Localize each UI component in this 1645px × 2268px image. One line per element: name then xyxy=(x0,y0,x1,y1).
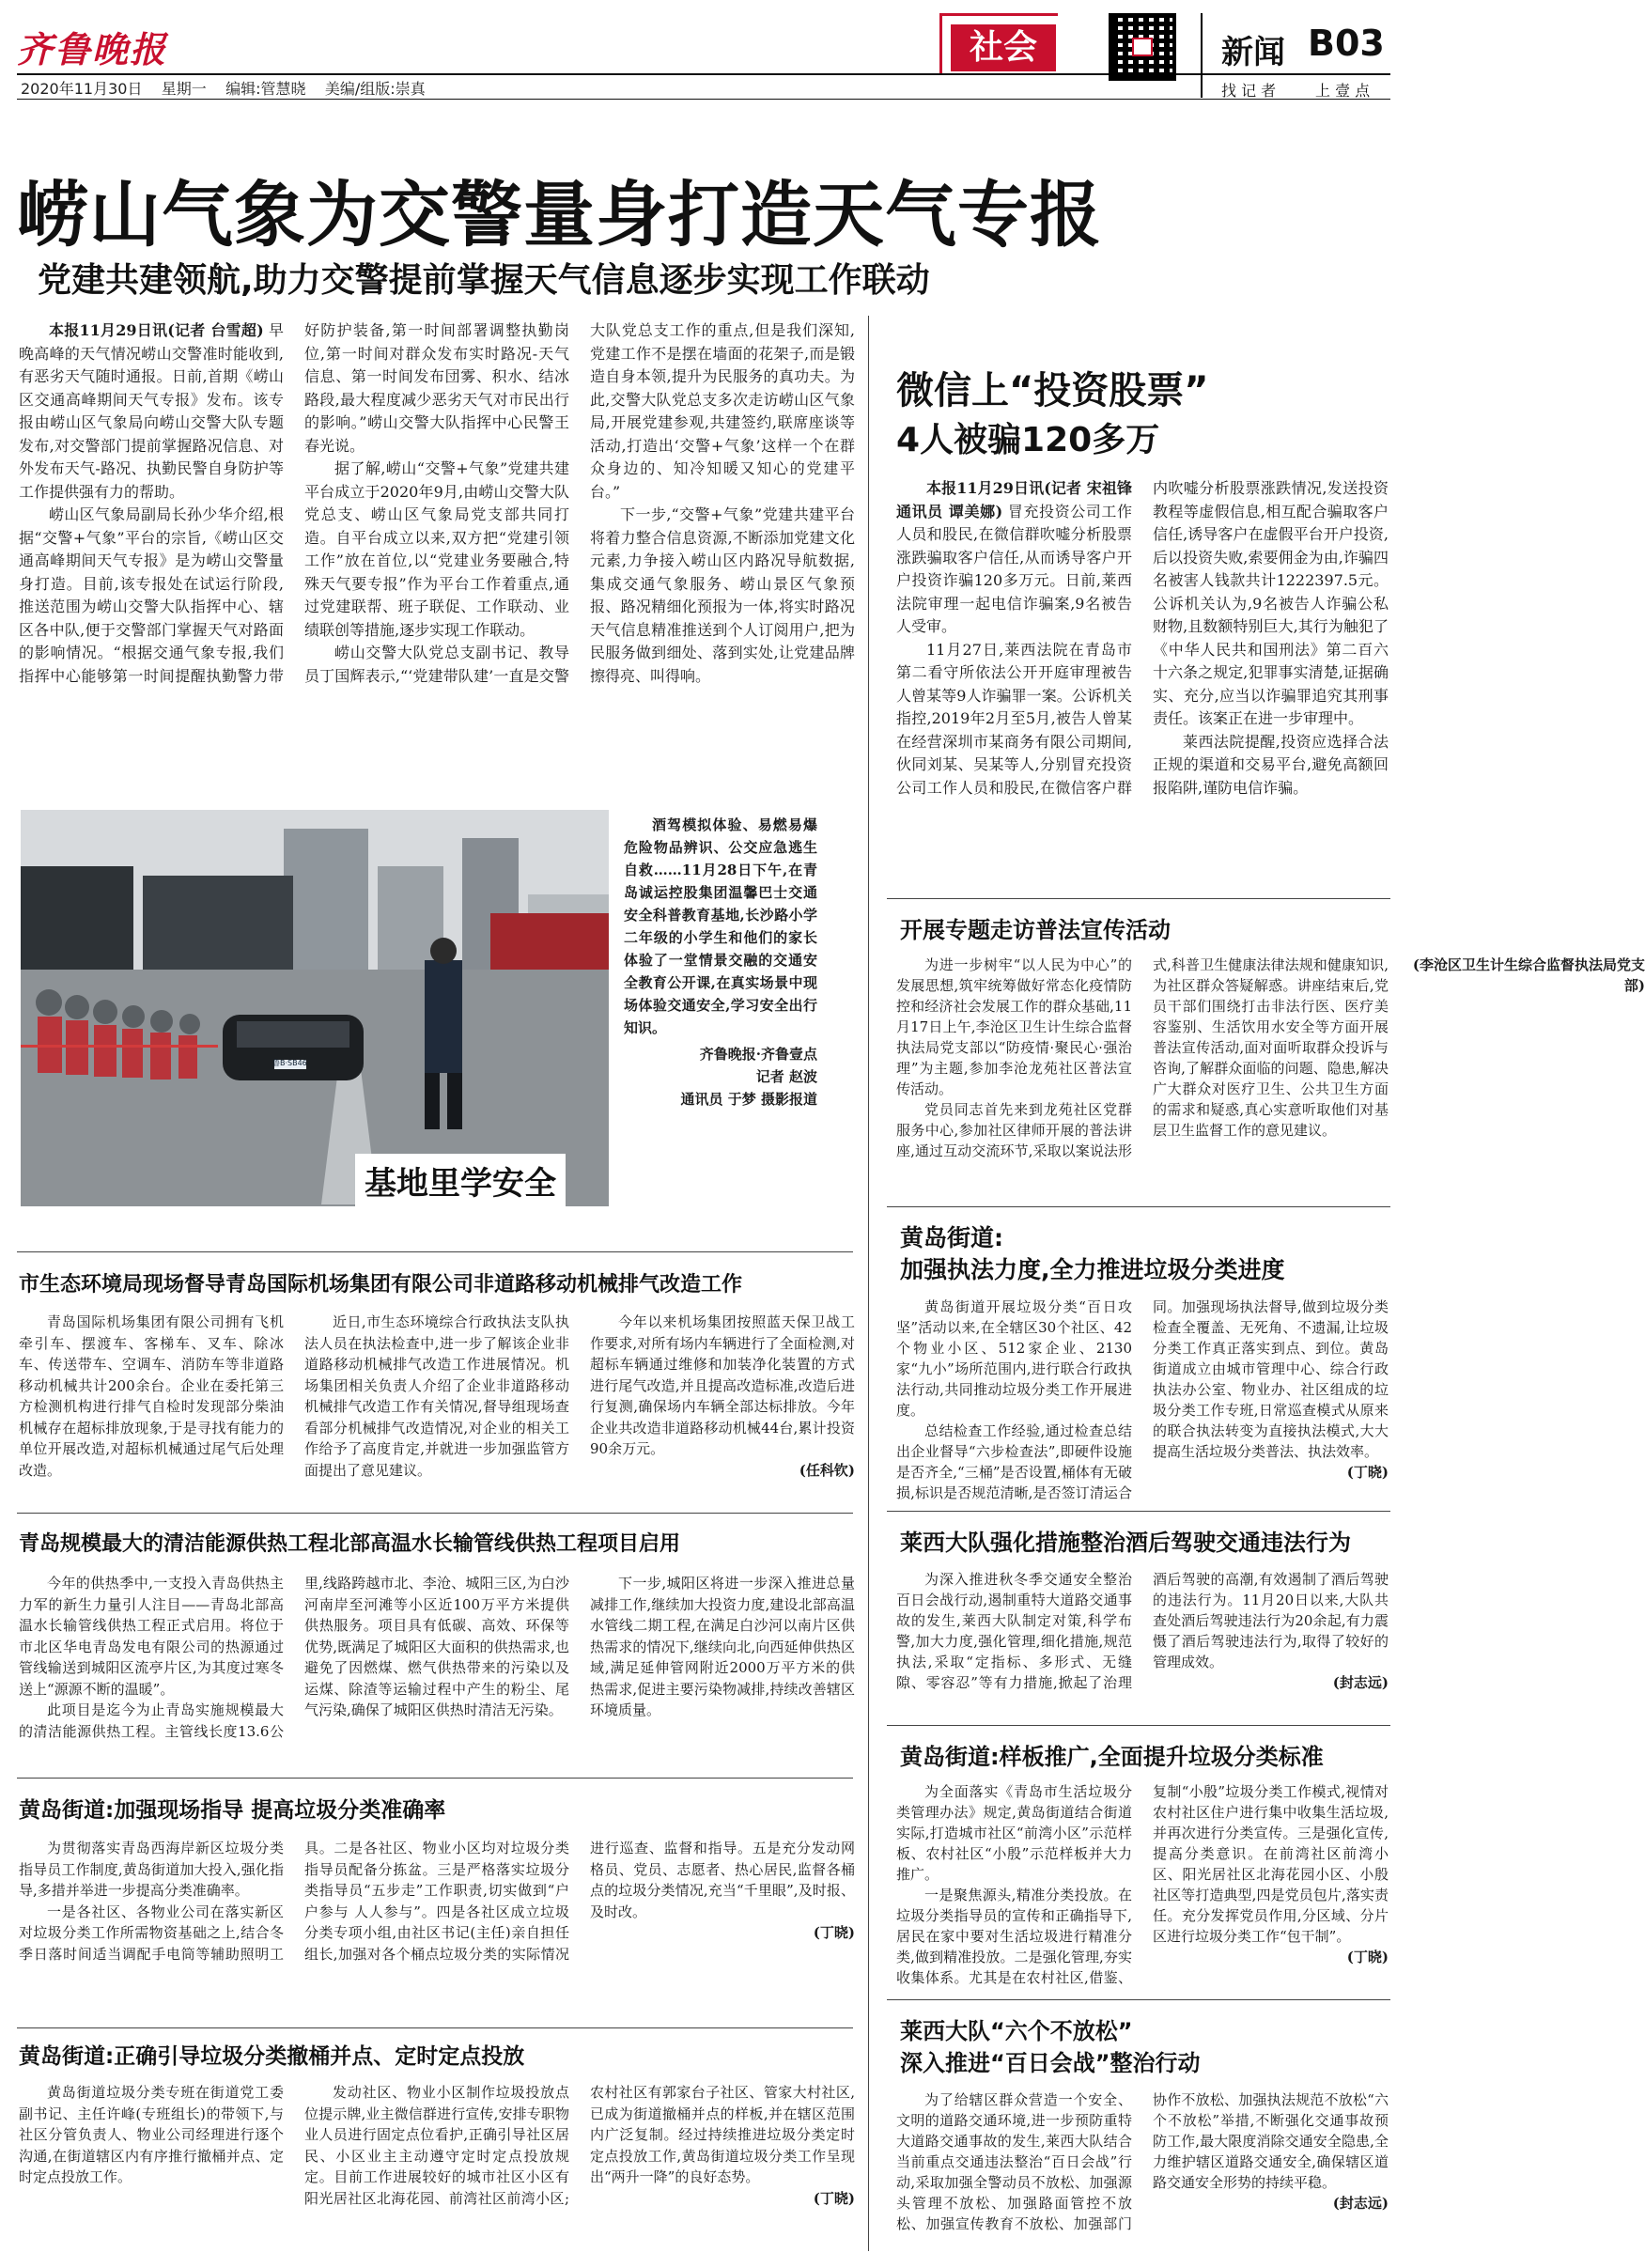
news-photo xyxy=(21,810,609,1206)
qr-center xyxy=(1132,38,1153,56)
lead-byline: 本报11月29日讯(记者 台雪超) xyxy=(49,321,264,339)
airport-paragraph-3: 今年以来机场集团按照蓝天保卫战工作要求,对所有场内车辆进行了全面检测,对超标车辆通过维修和加装净化装置的方式进行尾气改造,并且提高改造标准,改造后进行复测,确保场内车辆全部达标排放。今年企业共改造非道路移动机械44台,累计投资90余万元。 xyxy=(590,1313,855,1457)
huangdao3-paragraph-2: 一是各社区、各物业公司在落实新区对垃圾分类工作所需物资基础之上,结合冬季日落时间适当调配手电筒等辅助照明工具。二是各社区、物业小区均对垃圾分类指导员配备分拣盆。三是严格落实垃圾分类指导员“五步走”工作职责,切实做到“户户参与 人人参与”。四是各社区成立垃圾分类专项小组,由社区书记(主任)亲自担任组长,加强对各个桶点垃圾分类的实际情况进行巡查、监督和指导。五是充分发动网格员、党员、志愿者、热心居民,监督各桶点的垃圾分类情况,充当“千里眼”,及时报、及时改。 xyxy=(19,1840,855,1963)
huangdao1-headline-2: 加强执法力度,全力推进垃圾分类进度 xyxy=(900,1256,1285,1283)
divider-huangdao3 xyxy=(17,1778,853,1779)
law-headline: 开展专题走访普法宣传活动 xyxy=(900,917,1171,943)
laixi2-headline-2: 深入推进“百日会战”整治行动 xyxy=(900,2050,1201,2076)
huangdao4-body xyxy=(19,2082,855,2255)
airport-body xyxy=(19,1312,855,1499)
right-column-divider xyxy=(868,316,869,2251)
wechat-paragraph-2: 11月27日,莱西法院在青岛市第二看守所依法公开开庭审理被告人曾某等9人诈骗罪一案。公诉机关指控,2019年2月至5月,被告人曾某在经营深圳市某商务有限公司期间,伙同刘某、吴某等人,分别冒充投资公司工作人员和股民,在微信客户群内吹嘘分析股票涨跌情况,发送投资教程等虚假信息,相互配合骗取客户信任,诱导客户在虚假平台开户投资,后以投资失败,索要佣金为由,诈骗四名被害人钱款共计1222397.5元。公诉机关认为,9名被告人诈骗公私财物,且数额特别巨大,其行为触犯了《中华人民共和国刑法》第二百六十六条之规定,犯罪事实清楚,证据确实、充分,应当以诈骗罪追究其刑事责任。该案正在进一步审理中。 xyxy=(896,479,1389,797)
slogan-right: 上 壹 点 xyxy=(1315,82,1371,100)
huangdao3-headline: 黄岛街道:加强现场指导 提高垃圾分类准确率 xyxy=(19,1798,446,1823)
divider-huangdao2 xyxy=(887,1725,1390,1726)
photo-caption-title: 基地里学安全 xyxy=(355,1154,566,1207)
law-paragraph-1: 为进一步树牢“以人民为中心”的发展思想,筑牢统筹做好常态化疫情防控和经济社会发展工作的群众基础,11月17日上午,李沧区卫生计生综合监督执法局党支部以“防疫情·聚民心·强治理”为主题,参加李沧龙苑社区普法宣传活动。 xyxy=(896,956,1132,1097)
newspaper-logo: 齐鲁晚报 xyxy=(17,28,168,70)
lead-body xyxy=(19,319,855,733)
photo-caption xyxy=(624,814,817,1208)
divider-huangdao4 xyxy=(17,2027,853,2028)
heating-body xyxy=(19,1573,855,1779)
designer: 美编/组版:崇真 xyxy=(324,80,426,98)
lead-subheadline: 党建共建领航,助力交警提前掌握天气信息逐步实现工作联动 xyxy=(38,261,930,300)
laixi2-signature: (封志远) xyxy=(1332,2195,1389,2212)
photo-credit-2: 记者 赵波 xyxy=(755,1068,817,1085)
lead-paragraph-5: 下一步,“交警+气象”党建共建平台将着力整合信息资源,不断添加党建文化元素,力争接入崂山区内路况导航数据,集成交通气象服务、崂山景区气象预报、路况精细化预报为一体,将实时路况天气信息精准推送到个人订阅用户,把为民服务做到细处、落到实处,让党建品牌擦得亮、叫得响。 xyxy=(590,505,855,685)
photo-credit-3: 通讯员 于梦 摄影报道 xyxy=(680,1091,817,1108)
huangdao2-signature: (丁晓) xyxy=(1346,1949,1389,1965)
airport-paragraph-1: 青岛国际机场集团有限公司拥有飞机牵引车、摆渡车、客梯车、叉车、除冰车、传送带车、空调车、消防车等非道路移动机械共计200余台。企业在委托第三方检测机构进行排气自检时发现部分柴油机械存在超标排放现象,于是寻找有能力的单位开展改造,对超标机械通过尾气后处理改造。 xyxy=(19,1313,284,1479)
divider-laixi1 xyxy=(887,1511,1390,1512)
huangdao2-headline: 黄岛街道:样板推广,全面提升垃圾分类标准 xyxy=(900,1744,1324,1770)
laixi2-body xyxy=(896,2089,1389,2249)
huangdao3-body xyxy=(19,1838,855,2026)
laixi1-paragraph-1: 为深入推进秋冬季交通安全整治百日会战行动,遏制重特大道路交通事故的发生,莱西大队制定对策,科学布警,加大力度,强化管理,细化措施,规范执法,采取“定指标、多形式、无缝隙、零容忍”等有力措施,掀起了治理酒后驾驶的高潮,有效遏制了酒后驾驶的违法行为。11月20日以来,大队共查处酒后驾驶违法行为20余起,有力震慑了酒后驾驶违法行为,取得了较好的管理成效。 xyxy=(896,1571,1389,1691)
section-name: 新闻 xyxy=(1221,34,1285,71)
huangdao1-signature: (丁晓) xyxy=(1346,1464,1389,1481)
huangdao3-paragraph-1: 为贯彻落实青岛西海岸新区垃圾分类指导员工作制度,黄岛街道加大投入,强化指导,多措并举进一步提高分类准确率。 xyxy=(19,1840,284,1899)
heating-headline: 青岛规模最大的清洁能源供热工程北部高温水长输管线供热工程项目启用 xyxy=(19,1532,681,1556)
huangdao2-paragraph-1: 为全面落实《青岛市生活垃圾分类管理办法》规定,黄岛街道结合街道实际,打造城市社区“前湾小区”示范样板、农村社区“小殷”示范样板并大力推广。 xyxy=(896,1783,1132,1883)
header-divider xyxy=(1201,13,1203,98)
issue-weekday: 星期一 xyxy=(161,80,207,98)
lead-paragraph-2: 崂山区气象局副局长孙少华介绍,根据“交警+气象”平台的宗旨,《崂山区交通高峰期间天气专报》是为崂山交警量身打造。目前,该专报处在试运行阶段,推送范围为崂山交警大队指挥中心、辖区各中队,便于交警部门掌握天气对路面的影响情况。“根据交通气象专报,我们指挥中心能够第一时间提醒执勤警力带好防护装备,第一时间部署调整执勤岗位,第一时间对群众发布实时路况-天气信息、第一时间发布団雾、积水、结冰路段,最大程度减少恶劣天气对市民出行的影响。”崂山交警大队指挥中心民警王春光说。 xyxy=(19,321,569,685)
wechat-byline: 本报11月29日讯(记者 宋祖锋 通讯员 谭美娜) xyxy=(896,479,1132,520)
laixi2-paragraph-1: 为了给辖区群众营造一个安全、文明的道路交通环境,进一步预防重特大道路交通事故的发生,莱西大队结合当前重点交通违法整治“百日会战”行动,采取加强全警动员不放松、加强源头管理不放松、加强路面管控不放松、加强宣传教育不放松、加强部门协作不放松、加强执法规范不放松“六个不放松”举措,不断强化交通事故预防工作,最大限度消除交通安全隐患,全力维护辖区道路交通安全,确保辖区道路交通安全形势的持续平稳。 xyxy=(896,2091,1389,2232)
masthead-rule xyxy=(17,73,1390,75)
photo-scene xyxy=(21,810,609,1206)
masthead-rule-bottom xyxy=(17,99,1390,100)
wechat-paragraph-1: 冒充投资公司工作人员和股民,在微信群吹嘘分析股票涨跌骗取客户信任,从而诱导客户开户投资诈骗120多万元。日前,莱西法院审理一起电信诈骗案,9名被告人受审。 xyxy=(896,502,1132,635)
slogan-left: 找 记 者 xyxy=(1221,82,1277,100)
huangdao2-paragraph-2: 一是聚焦源头,精准分类投放。在垃圾分类指导员的宣传和正确指导下,居民在家中要对生活垃圾进行精准分类,做到精准投放。二是强化管理,夯实收集体系。尤其是在农村社区,借鉴、复制“小殷”垃圾分类工作模式,视情对农村社区住户进行集中收集生活垃圾,并再次进行分类宣传。三是强化宣传,提高分类意识。在前湾社区前湾小区、阳光居社区北海花园小区、小殷社区等打造典型,四是党员包片,落实责任。充分发挥党员作用,分区域、分片区进行垃圾分类工作“包干制”。 xyxy=(896,1783,1389,1986)
heating-paragraph-1: 今年的供热季中,一支投入青岛供热主力军的新生力量引人注目——青岛北部高温水长输管线供热工程正式启用。将位于市北区华电青岛发电有限公司的热源通过管线输送到城阳区流亭片区,为其度过寒冬送上“源源不断的温暖”。 xyxy=(19,1575,284,1698)
divider-laixi2 xyxy=(887,1999,1390,2000)
huangdao1-headline-1: 黄岛街道: xyxy=(900,1224,1003,1251)
law-signature: (李沧区卫生计生综合监督执法局党支部) xyxy=(1412,956,1645,994)
airport-signature: (任科钦) xyxy=(799,1461,855,1479)
wechat-paragraph-3: 莱西法院提醒,投资应选择合法正规的渠道和交易平台,避免高额回报陷阱,谨防电信诈骗。 xyxy=(1153,732,1389,797)
airport-paragraph-2: 近日,市生态环境综合行政执法支队执法人员在执法检查中,进一步了解该企业非道路移动机械排气改造工作进展情况。机场集团相关负责人介绍了企业非道路移动机械排气改造工作有关情况,督导组现场查看部分机械排气改造情况,对企业的相关工作给予了高度肯定,并就进一步加强监管方面提出了意见建议。 xyxy=(304,1313,569,1479)
laixi1-signature: (封志远) xyxy=(1332,1674,1389,1691)
huangdao1-paragraph-2: 总结检查工作经验,通过检查总结出企业督导“六步检查法”,即硬件设施是否齐全,“三桶”是否设置,桶体有无破损,标识是否规范清晰,是否签订清运合同。加强现场执法督导,做到垃圾分类检查全覆盖、无死角、不遗漏,让垃圾分类工作真正落实到点、到位。黄岛街道成立由城市管理中心、综合行政执法办公室、物业办、社区组成的垃圾分类工作专班,日常巡查模式从原来的联合执法转变为直接执法模式,大大提高生活垃圾分类普法、执法效率。 xyxy=(896,1298,1389,1501)
photo-credit-1: 齐鲁晚报·齐鲁壹点 xyxy=(699,1046,817,1063)
editor: 编辑:管慧晓 xyxy=(225,80,306,98)
divider-heating xyxy=(17,1513,853,1514)
lead-paragraph-3: 据了解,崂山“交警+气象”党建共建平台成立于2020年9月,由崂山交警大队党总支、崂山区气象局党支部共同打造。自平台成立以来,双方把“党建引领工作”放在首位,以“党建业务要融合,特殊天气要专报”作为平台工作着重点,通过党建联帮、班子联促、工作联动、业绩联创等措施,逐步实现工作联动。 xyxy=(304,459,569,639)
huangdao1-paragraph-1: 黄岛街道开展垃圾分类“百日攻坚”活动以来,在全辖区30个社区、42个物业小区、512家企业、2130家“九小”场所范围内,进行联合行政执法行动,共同推动垃圾分类工作开展进度。 xyxy=(896,1298,1132,1419)
wechat-headline-2: 4人被骗120多万 xyxy=(896,421,1160,459)
wechat-headline-1: 微信上“投资股票” xyxy=(896,369,1209,412)
laixi1-body xyxy=(896,1569,1389,1719)
section-tag: 社会 xyxy=(951,24,1056,71)
huangdao1-body xyxy=(896,1297,1389,1503)
heating-paragraph-3: 下一步,城阳区将进一步深入推进总量减排工作,继续加大投资力度,建设北部高温水管线二期工程,在满足白沙河以南片区供热需求的情况下,继续向北,向西延伸供热区域,满足延伸管网附近2000万平方米的供热需求,促进主要污染物减排,持续改善辖区环境质量。 xyxy=(590,1575,855,1718)
huangdao4-paragraph-1: 黄岛街道垃圾分类专班在街道党工委副书记、主任许峰(专班组长)的带领下,与社区分管负责人、物业公司经理进行逐个沟通,在街道辖区内有序推行撤桶并点、定时定点投放工作。 xyxy=(19,2084,284,2185)
huangdao2-body xyxy=(896,1781,1389,1988)
car-plate: 鲁B·SB46 xyxy=(272,1059,307,1067)
lead-paragraph-4: 崂山交警大队党总支副书记、教导员丁国辉表示,“‘党建带队建’一直是交警大队党总支工作的重点,但是我们深知,党建工作不是摆在墙面的花架子,而是锻造自身本领,提升为民服务的真功夫。为此,交警大队党总支多次走访崂山区气象局,开展党建参观,共建签约,联席座谈等活动,打造出‘交警+气象’这样一个在群众身边的、知冷知暖又知心的党建平台。” xyxy=(304,321,855,685)
huangdao3-signature: (丁晓) xyxy=(813,1924,855,1941)
airport-headline: 市生态环境局现场督导青岛国际机场集团有限公司非道路移动机械排气改造工作 xyxy=(19,1273,743,1297)
law-paragraph-2: 党员同志首先来到龙苑社区党群服务中心,参加社区律师开展的普法讲座,通过互动交流环节,采取以案说法形式,科普卫生健康法律法规和健康知识,为社区群众答疑解惑。讲座结束后,党员干部们围绕打击非法行医、医疗美容鉴别、生活饮用水安全等方面开展普法宣传活动,面对面听取群众投诉与咨询,了解群众面临的问题、隐患,解决广大群众对医疗卫生、公共卫生方面的需求和疑惑,真心实意听取他们对基层卫生监督工作的意见建议。 xyxy=(896,956,1389,1159)
issue-date: 2020年11月30日 xyxy=(21,80,143,98)
heating-paragraph-2: 此项目是迄今为止青岛实施规模最大的清洁能源供热工程。主管线长度13.6公里,线路跨越市北、李沧、城阳三区,为白沙河南岸至河滩等小区近100万平方米提供供热服务。项目具有低碳、高效、环保等优势,既满足了城阳区大面积的供热需求,也避免了因燃煤、燃气供热带来的污染以及运煤、除渣等运输过程中产生的粉尘、尾气污染,确保了城阳区供热时清洁无污染。 xyxy=(19,1575,569,1740)
law-body xyxy=(896,955,1645,1180)
huangdao4-paragraph-2: 发动社区、物业小区制作垃圾投放点位提示牌,业主微信群进行宣传,安排专职物业人员进行固定点位看护,正确引导社区居民、小区业主主动遵守定时定点投放规定。目前工作进展较好的城市社区小区有阳光居社区北海花园、前湾社区前湾小区;农村社区有郭家台子社区、管家大村社区,已成为街道撤桶并点的样板,并在辖区范围内广泛复制。经过持续推进垃圾分类定时定点投放工作,黄岛街道垃圾分类工作呈现出“两升一降”的良好态势。 xyxy=(304,2084,855,2207)
laixi1-headline: 莱西大队强化措施整治酒后驾驶交通违法行为 xyxy=(900,1530,1351,1556)
divider-airport xyxy=(17,1251,853,1252)
issue-meta xyxy=(21,77,426,99)
wechat-body xyxy=(896,477,1389,862)
divider-huangdao1 xyxy=(887,1206,1390,1207)
laixi2-headline-1: 莱西大队“六个不放松” xyxy=(900,2018,1133,2044)
page-number: B03 xyxy=(1308,23,1385,64)
photo-caption-text: 酒驾模拟体验、易燃易爆危险物品辨识、公交应急逃生自救……11月28日下午,在青岛诚运控股集团温馨巴士交通安全科普教育基地,长沙路小学二年级的小学生和他们的家长体验了一堂情景交融的交通安全教育公开课,在真实场景中现场体验交通安全,学习安全出行知识。 xyxy=(624,816,817,1036)
huangdao4-headline: 黄岛街道:正确引导垃圾分类撤桶并点、定时定点投放 xyxy=(19,2044,525,2069)
divider-law xyxy=(887,898,1390,899)
huangdao4-signature: (丁晓) xyxy=(813,2189,855,2207)
lead-paragraph-1: 早晚高峰的天气情况崂山交警准时能收到,有恶劣天气随时通报。日前,首期《崂山区交通高峰期间天气专报》发布。该专报由崂山区气象局向崂山交警大队专题发布,对交警部门提前掌握路况信息、对外发布天气-路况、执勤民警自身防护等工作提供强有力的帮助。 xyxy=(19,321,284,501)
lead-headline: 崂山气象为交警量身打造天气专报 xyxy=(17,173,1102,256)
